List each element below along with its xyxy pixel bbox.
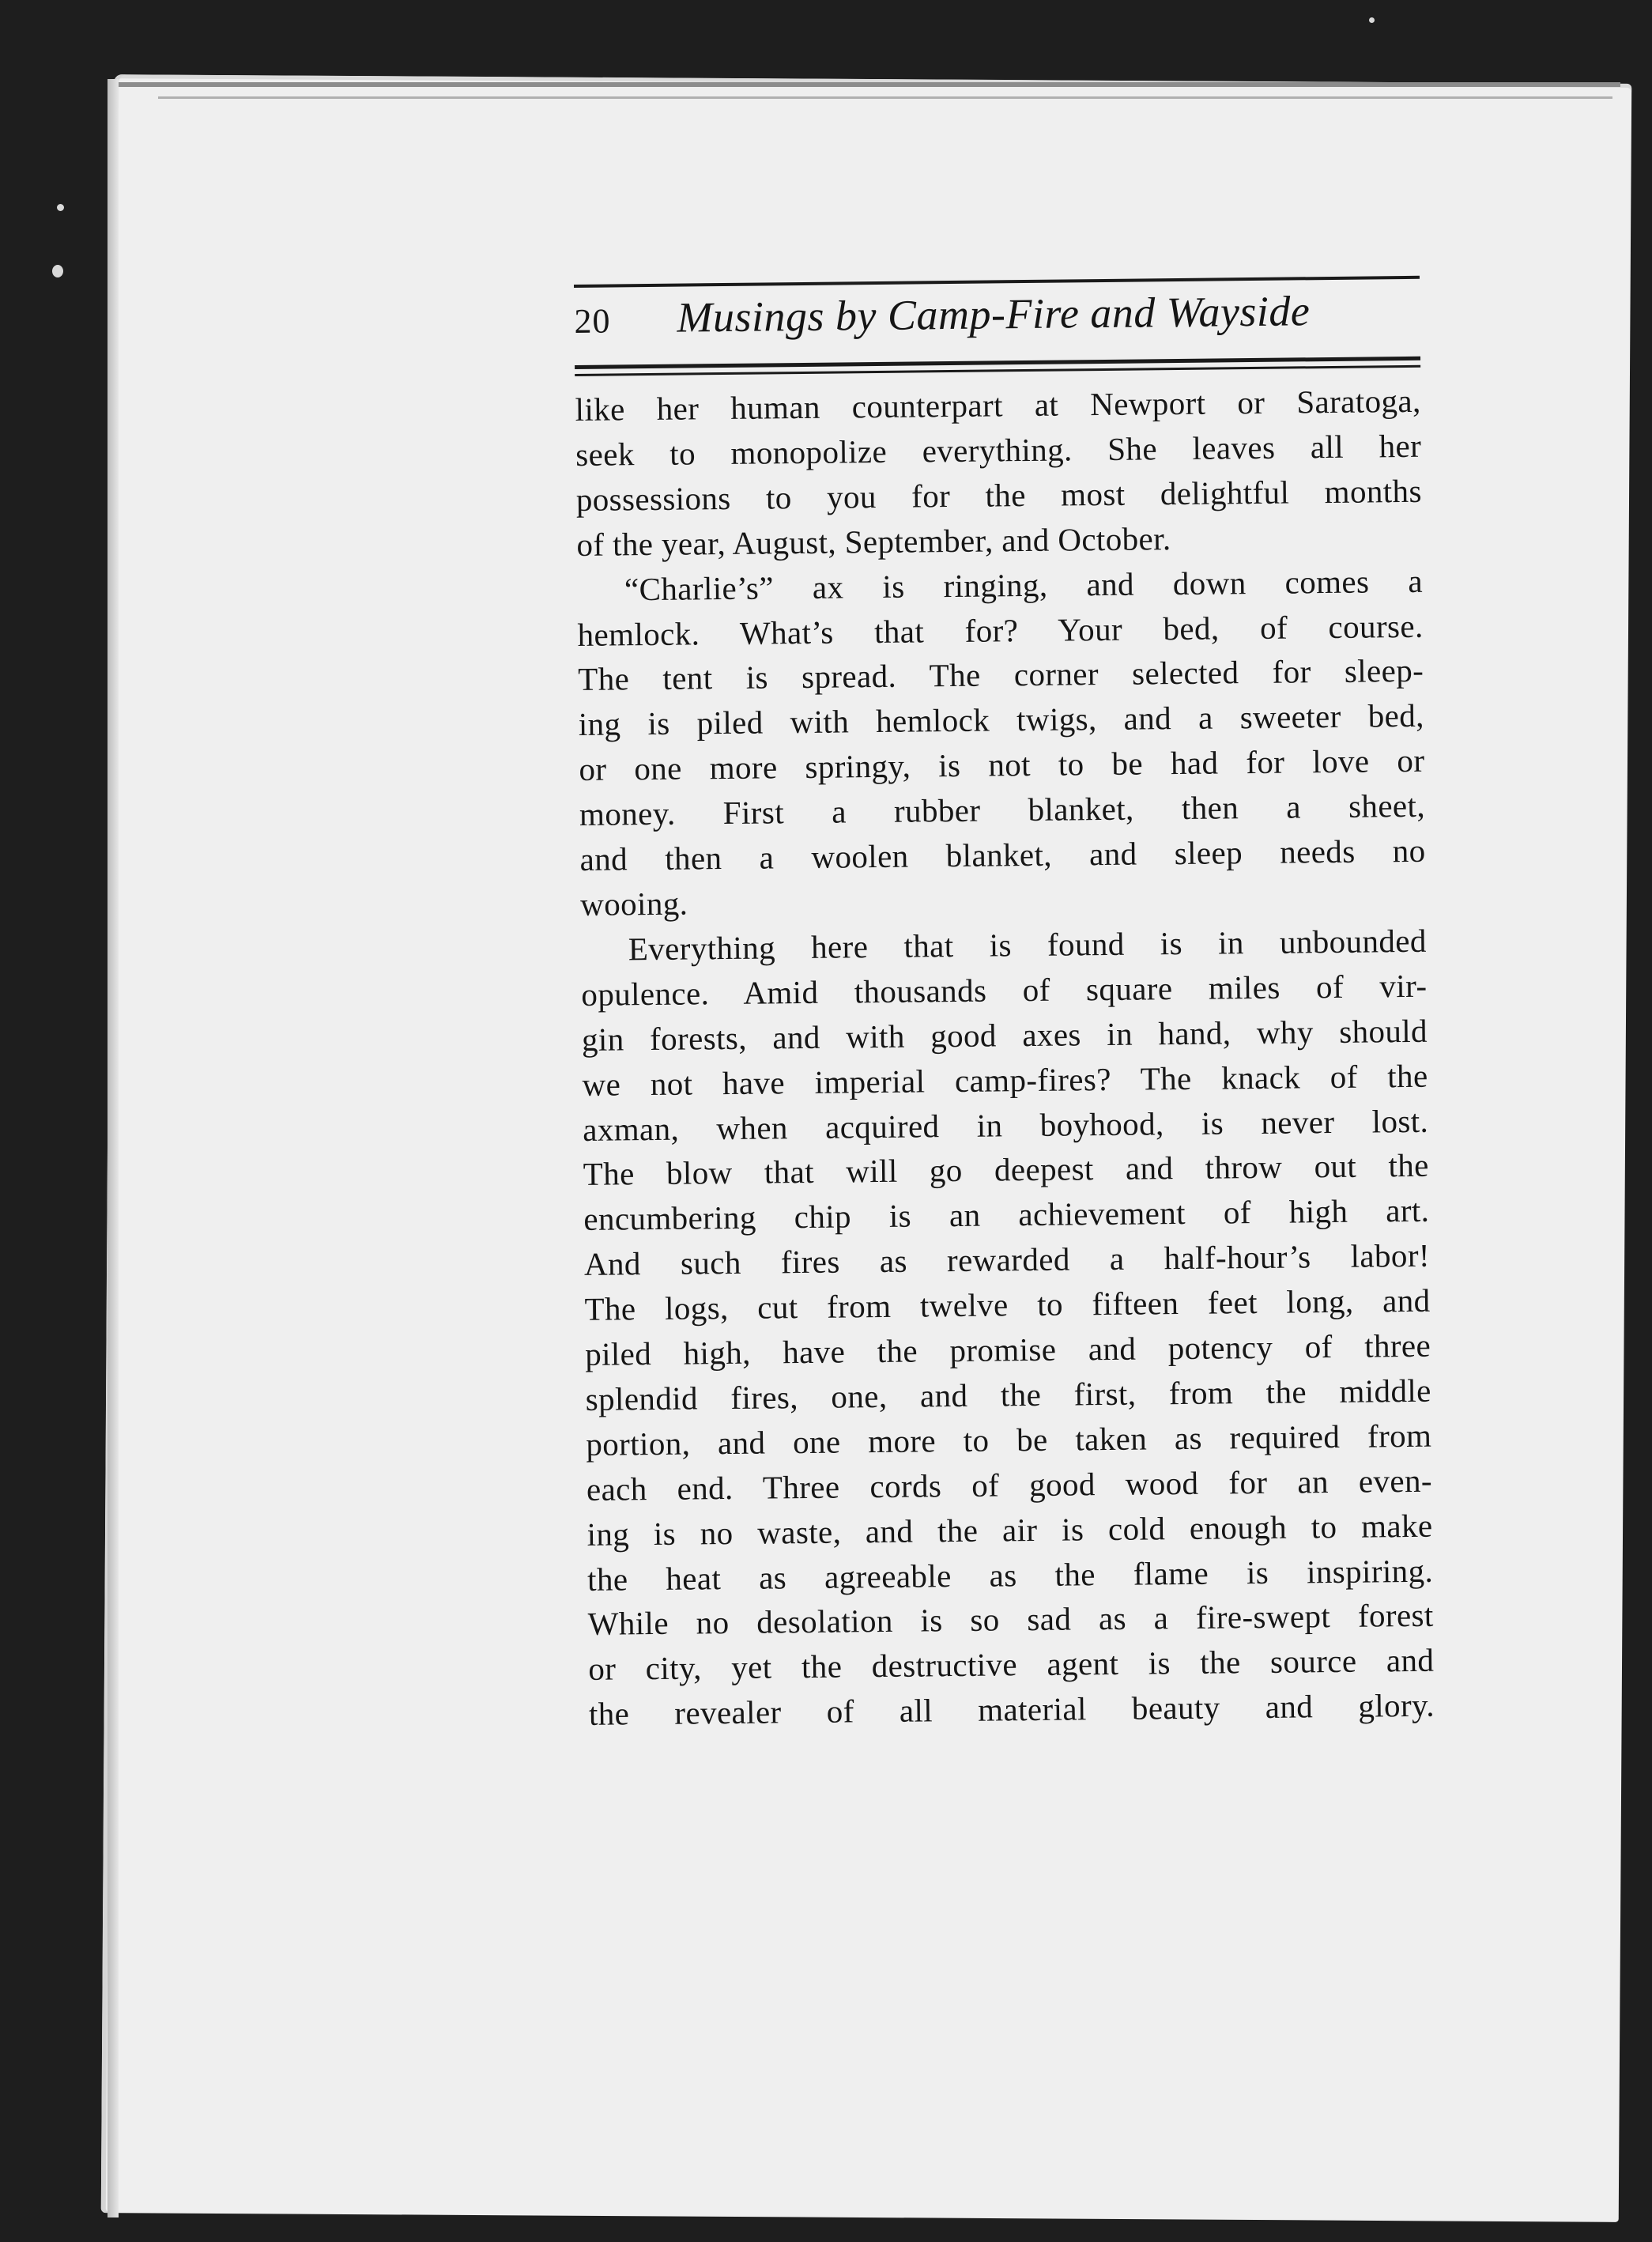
text-line: money. First a rubber blanket, then a sheet,: [579, 787, 1426, 833]
page-top-edge-shadow: [158, 96, 1612, 99]
running-head-title: Musings by Camp-Fire and Wayside: [677, 287, 1311, 342]
page-number: 20: [574, 301, 611, 341]
text-line: and then a woolen blanket, and sleep needs no: [579, 832, 1426, 878]
scan-speck: [52, 265, 63, 277]
text-line: seek to monopolize everything. She leaves all her: [575, 427, 1422, 473]
text-line: encumbering chip is an achievement of high art.: [583, 1192, 1430, 1238]
body-text: [575, 379, 1435, 1737]
text-line: “Charlie’s” ax is ringing, and down comes a: [624, 562, 1424, 607]
text-line: hemlock. What’s that for? Your bed, of course.: [577, 607, 1424, 653]
text-line: or one more springy, is not to be had for love or: [579, 742, 1425, 788]
text-line: The blow that will go deepest and throw out the: [583, 1147, 1429, 1193]
text-line: the revealer of all material beauty and glory.: [588, 1686, 1435, 1733]
text-line: like her human counterpart at Newport or Saratoga,: [575, 382, 1421, 428]
text-line: axman, when acquired in boyhood, is never lost.: [582, 1102, 1429, 1148]
text-line: portion, and one more to be taken as required from: [586, 1417, 1432, 1463]
page-content: [574, 276, 1435, 1737]
text-line: ing is no waste, and the air is cold enough to make: [586, 1507, 1433, 1553]
scan-speck: [57, 204, 64, 211]
text-line: ing is piled with hemlock twigs, and a sweeter bed,: [578, 697, 1425, 743]
text-line: of the year, August, September, and October.: [576, 519, 1171, 563]
page-gutter: [107, 79, 119, 2217]
text-line: possessions to you for the most delightful months: [575, 472, 1423, 518]
scan-speck: [1369, 17, 1375, 23]
page-top-edge: [119, 82, 1620, 87]
text-line: The tent is spread. The corner selected for sleep-: [577, 652, 1424, 698]
text-line: the heat as agreeable as the flame is inspiring.: [586, 1552, 1434, 1598]
text-line: opulence. Amid thousands of square miles of vir-: [581, 967, 1428, 1013]
text-line: Everything here that is found is in unbounded: [628, 922, 1427, 968]
text-line: And such fires as rewarded a half-hour’s labor!: [583, 1236, 1431, 1283]
text-line: The logs, cut from twelve to fifteen feet long, and: [584, 1281, 1431, 1328]
text-line: each end. Three cords of good wood for an even-: [586, 1462, 1433, 1508]
text-line: we not have imperial camp-fires? The knack of the: [582, 1057, 1428, 1103]
text-line: piled high, have the promise and potency of three: [584, 1327, 1431, 1372]
text-line: splendid fires, one, and the first, from the middle: [585, 1372, 1431, 1417]
running-header: [574, 279, 1420, 367]
text-line: While no desolation is so sad as a fire-swept forest: [587, 1597, 1434, 1643]
text-line: or city, yet the destructive agent is the source and: [588, 1642, 1435, 1688]
text-line: gin forests, and with good axes in hand, why should: [581, 1012, 1428, 1058]
text-line: wooing.: [579, 885, 688, 923]
